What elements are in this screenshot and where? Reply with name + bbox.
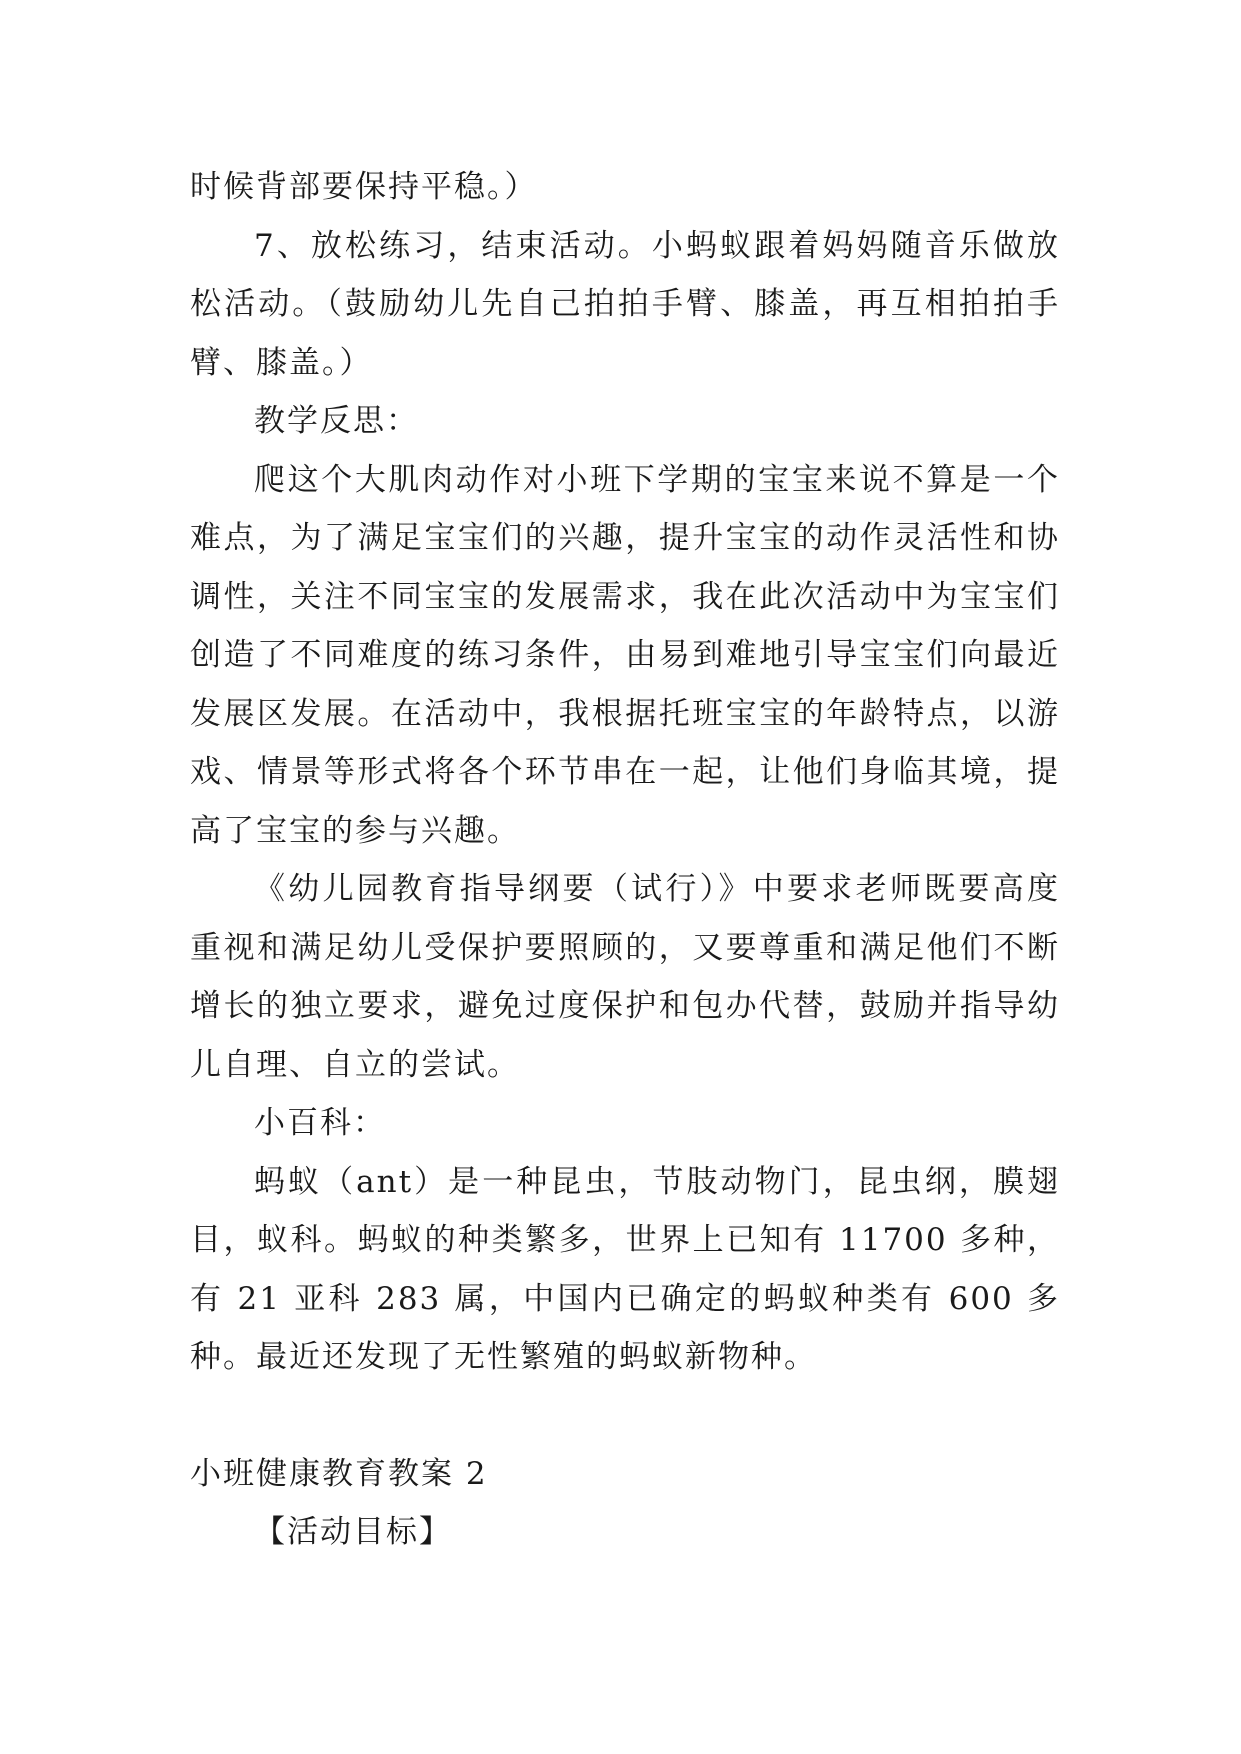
paragraph-reflection: 爬这个大肌肉动作对小班下学期的宝宝来说不算是一个难点，为了满足宝宝们的兴趣，提升宝宝的动作灵活性和协调性，关注不同宝宝的发展需求，我在此次活动中为宝宝们创造了不同难度的练习条件，由易到难地引导宝宝们向最近发展区发展。在活动中，我根据托班宝宝的年龄特点，以游戏、情景等形式将各个环节串在一起，让他们身临其境，提高了宝宝的参与兴趣。	[190, 461, 1060, 849]
paragraph-guideline: 《幼儿园教育指导纲要（试行）》中要求老师既要高度重视和满足幼儿受保护要照顾的，又要尊重和满足他们不断增长的独立要求，避免过度保护和包办代替，鼓励并指导幼儿自理、自立的尝试。	[190, 871, 1060, 1083]
paragraph-continuation: 时候背部要保持平稳。）	[190, 169, 538, 205]
section-title-lesson-2: 小班健康教育教案 2	[190, 1455, 488, 1492]
paragraph-ant-facts: 蚂蚁（ant）是一种昆虫，节肢动物门，昆虫纲，膜翅目，蚁科。蚂蚁的种类繁多，世界上已知有 11700 多种，有 21 亚科 283 属，中国内已确定的蚂蚁种类有 600 多种。最近还发现了无性繁殖的蚂蚁新物种。	[190, 1163, 1060, 1375]
heading-activity-goals: 【活动目标】	[254, 1514, 452, 1550]
heading-teaching-reflection: 教学反思：	[254, 403, 419, 439]
paragraph-step-7: 7、放松练习，结束活动。小蚂蚁跟着妈妈随音乐做放松活动。（鼓励幼儿先自己拍拍手臂、膝盖，再互相拍拍手臂、膝盖。）	[190, 227, 1060, 381]
heading-encyclopedia: 小百科：	[254, 1105, 386, 1141]
document-body	[190, 158, 1060, 1562]
